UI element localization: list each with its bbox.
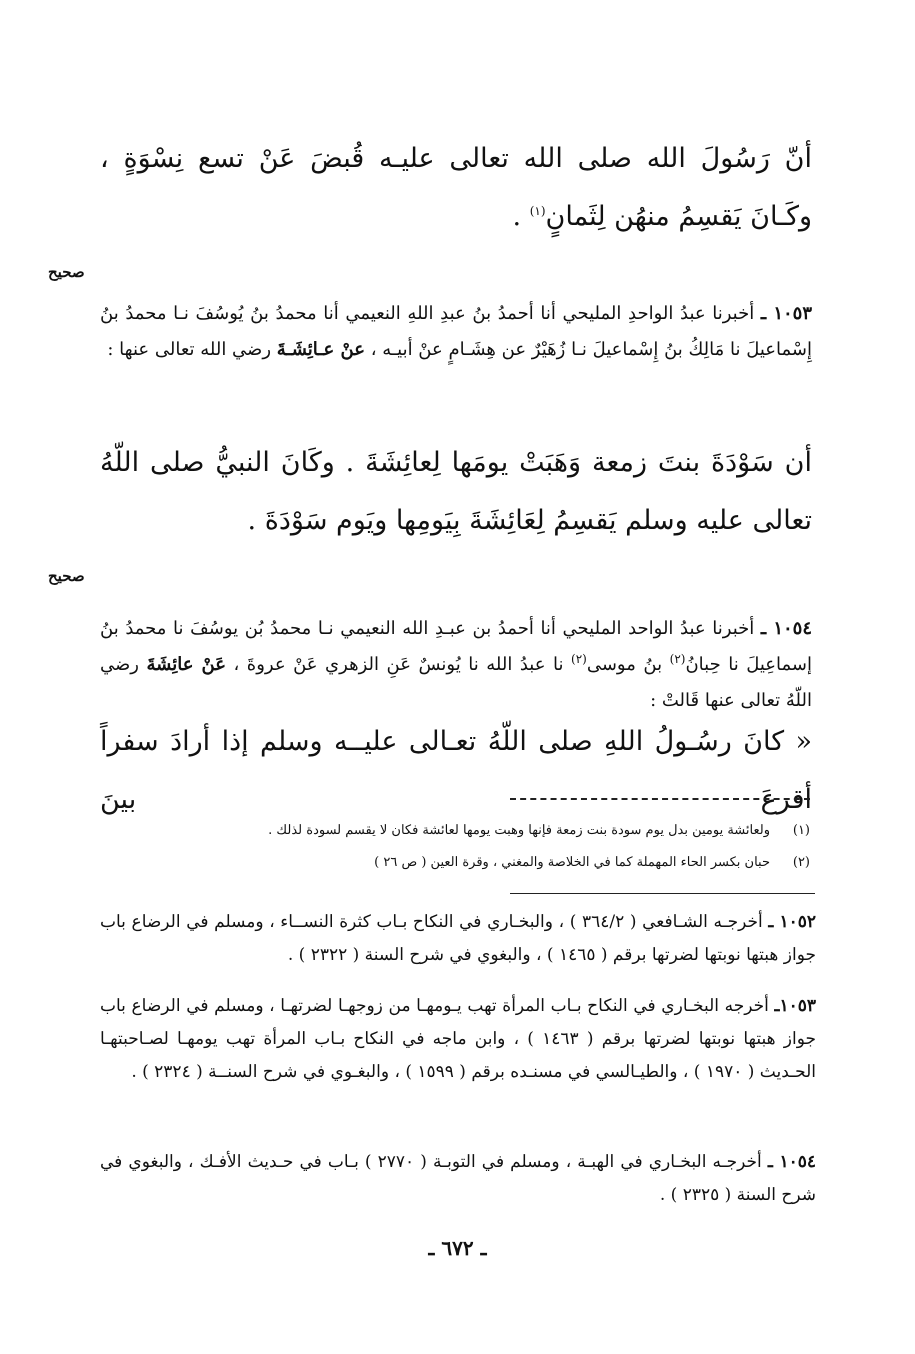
takhrij-number-1054: ١٠٥٤ ـ	[767, 1152, 816, 1172]
hadith-1053-isnad	[100, 296, 812, 368]
footnote-1-number: (١)	[792, 823, 810, 838]
hadith-1052-matn	[100, 130, 812, 246]
takhrij-text-1054: أخرجـه البخـاري في الهبـة ، ومسلم في التوبـة ( ٢٧٧٠ ) بـاب في حـديث الأفـك ، والبغوي في شرح السنة ( ٢٣٢٥ ) .	[100, 1152, 816, 1205]
takhrij-1052	[100, 906, 816, 972]
hadith-1053-chain: أخبرنا عبدُ الواحدِ المليحي أنا أحمدُ بنُ عبدِ اللهِ النعيمي أنا محمدُ بنُ يُوسُفَ نـا محمدُ بنُ إِسْماعيلَ نا مَالِكُ بنُ إِسْماعيلَ نـا زُهَيْرٌ عن هِشَـامٍ عنْ أبيـه ،	[100, 303, 812, 360]
footnote-2	[180, 855, 810, 870]
hadith-number-1054: ١٠٥٤ ـ	[760, 618, 812, 639]
footnote-1-text: ولعائشة يومين بدل يوم سودة بنت زمعة فإنها وهبت يومها لعائشة فكان لا يقسم لسودة لذلك .	[268, 823, 770, 838]
takhrij-text-1052: أخرجـه الشـافعي ( ٣٦٤/٢ ) ، والبخـاري في النكاح بـاب كثرة النســاء ، ومسلم في الرضاع باب جواز هبتها نوبتها لضرتها برقم ( ١٤٦٥ ) ، والبغوي في شرح السنة ( ٢٣٢٢ ) .	[100, 912, 816, 965]
takhrij-text-1053: أخرجه البخـاري في النكاح بـاب المرأة تهب يـومهـا من زوجهـا لضرتهـا ، ومسلم في الرضاع باب جواز هبتها نوبتها لضرتها برقم ( ١٤٦٣ ) ، وابن ماجه في النكاح بـاب المرأة تهب يومهـا لصـاحبتهـا الحـديث ( ١٩٧٠ ) ، والطيـالسي في مسنـده برقم ( ١٥٩٩ ) ، والبغـوي في شرح السنــة ( ٢٣٢٤ ) .	[100, 996, 816, 1082]
hadith-1054-tail: رضي اللّهُ تعالى عنها قَالتْ :	[100, 654, 812, 711]
hadith-1053-narrator: عنْ عـائِشَـةَ	[276, 339, 365, 360]
page-number: ـ ٦٧٢ ـ	[428, 1236, 487, 1260]
footnote-2-text: حبان بكسر الحاء المهملة كما في الخلاصة والمغني ، وقرة العين ( ص ٢٦ )	[374, 855, 770, 870]
footnote-dashed-divider	[510, 798, 810, 800]
footnote-ref-2a: (٢)	[669, 652, 686, 666]
grade-label-1053: صحيح	[48, 567, 85, 585]
hadith-1054-chain-2: بنُ موسى	[586, 654, 670, 675]
footnote-2-number: (٢)	[792, 855, 810, 870]
hadith-1053-matn: أن سَوْدَةَ بنتَ زمعة وَهَبَتْ يومَها لِعائِشَةَ . وكَانَ النبيُّ صلى اللّهُ تعالى عليه وسلم يَقسِمُ لِعَائِشَةَ بِيَومِها ويَوم سَوْدَةَ .	[100, 447, 812, 536]
hadith-1054-chain-1: أخبرنا عبدُ الواحد المليحي أنا أحمدُ بن عبـدِ الله النعيمي نـا محمدُ بُن يوسُفَ نا محمدُ بنُ إسماعِيلَ نا حِبانُ	[100, 618, 813, 675]
hadith-1052-text: أنّ رَسُولَ الله صلى الله تعالى عليـه قُبضَ عَنْ تسع نِسْوَةٍ ، وكَـانَ يَقسِمُ منهُن لِثَمانٍ	[100, 143, 812, 232]
footnote-ref-1: (١)	[529, 204, 546, 218]
hadith-1054-chain-3: نا عبدُ الله نا يُونسٌ عَنِ الزهري عَنْ عروةَ ،	[225, 654, 572, 675]
footnote-ref-2b: (٢)	[571, 652, 587, 666]
takhrij-number-1052: ١٠٥٢ ـ	[768, 912, 816, 932]
hadith-1054-isnad	[100, 611, 812, 719]
hadith-number-1053: ١٠٥٣ ـ	[760, 303, 812, 324]
hadith-1054-matn: « كانَ رسُـولُ اللهِ صلى اللّهُ تعـالى عليــه وسلم إذا أرادَ سفراً أقرعَ بينَ	[100, 726, 812, 815]
hadith-1052-end: .	[512, 201, 530, 232]
hadith-1053-tail: رضي الله تعالى عنها :	[107, 339, 277, 360]
takhrij-divider	[510, 893, 815, 894]
takhrij-1053	[100, 990, 816, 1089]
footnote-1	[180, 823, 810, 838]
takhrij-1054	[100, 1146, 816, 1212]
grade-label-1052: صحيح	[48, 263, 85, 281]
takhrij-number-1053: ١٠٥٣ـ	[774, 996, 816, 1016]
hadith-1054-narrator: عَنْ عائِشَةَ	[146, 654, 226, 675]
